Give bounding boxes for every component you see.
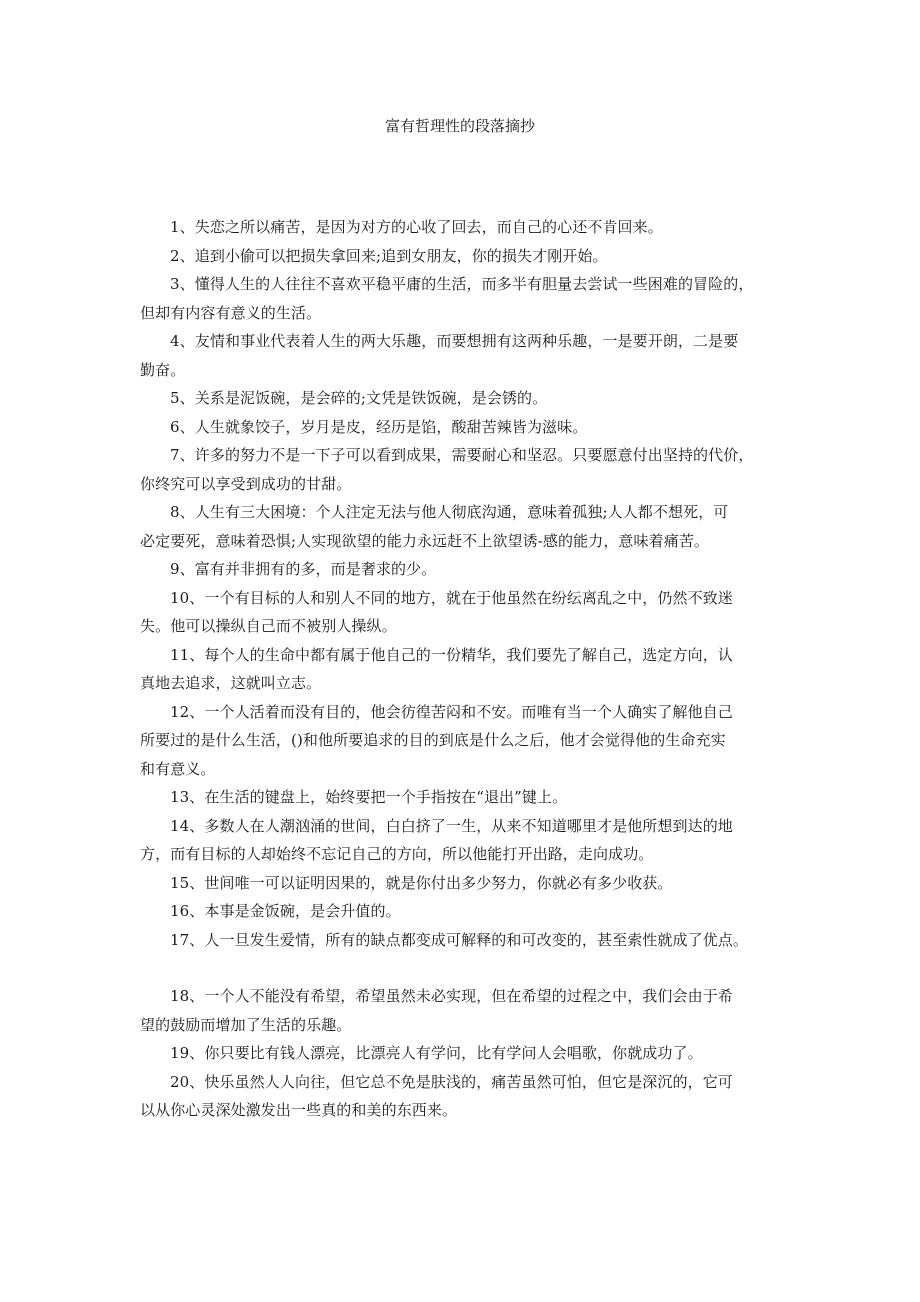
paragraph-7: 7、许多的努力不是一下子可以看到成果，需要耐心和坚忍。只要愿意付出坚持的代价， 你终究可以享受到成功的甘甜。 bbox=[140, 446, 754, 493]
paragraph-8: 8、人生有三大困境：个人注定无法与他人彻底沟通，意味着孤独;人人都不想死，可 必定要死，意味着恐惧;人实现欲望的能力永远赶不上欲望诱-感的能力，意味着痛苦。 bbox=[140, 503, 729, 550]
paragraph-5: 5、关系是泥饭碗，是会碎的;文凭是铁饭碗，是会锈的。 bbox=[170, 389, 548, 407]
paragraph-15: 15、世间唯一可以证明因果的，就是你付出多少努力，你就必有多少收获。 bbox=[170, 873, 673, 892]
paragraph-20: 20、快乐虽然人人向往，但它总不免是肤浅的，痛苦虽然可怕，但它是深沉的，它可 以从你心灵深处激发出一些真的和美的东西来。 bbox=[140, 1072, 733, 1119]
paragraph-14: 14、多数人在人潮汹涌的世间，白白挤了一生，从来不知道哪里才是他所想到达的地 方，而有目标的人却始终不忘记自己的方向，所以他能打开出路，走向成功。 bbox=[140, 816, 733, 863]
paragraph-12: 12、一个人活着而没有目的，他会彷徨苦闷和不安。而唯有当一个人确实了解他自己 所要过的是什么生活，()和他所要追求的目的到底是什么之后，他才会觉得他的生命充实 和有意义。 bbox=[140, 702, 733, 778]
paragraph-19: 19、你只要比有钱人漂亮，比漂亮人有学问，比有学问人会唱歌，你就成功了。 bbox=[170, 1044, 703, 1062]
paragraph-1: 1、失恋之所以痛苦，是因为对方的心收了回去，而自己的心还不肯回来。 bbox=[170, 218, 663, 236]
paragraph-13: 13、在生活的键盘上，始终要把一个手指按在“退出”键上。 bbox=[170, 788, 568, 806]
paragraph-4: 4、友情和事业代表着人生的两大乐趣，而要想拥有这两种乐趣，一是要开朗，二是要 勤奋。 bbox=[140, 332, 739, 379]
paragraph-11: 11、每个人的生命中都有属于他自己的一份精华，我们要先了解自己，选定方向，认 真地去追求，这就叫立志。 bbox=[140, 645, 733, 692]
paragraph-16: 16、本事是金饭碗，是会升值的。 bbox=[170, 902, 401, 920]
paragraph-17: 17、人一旦发生爱情，所有的缺点都变成可解释的和可改变的，甚至索性就成了优点。 bbox=[170, 930, 748, 949]
paragraph-9: 9、富有并非拥有的多，而是奢求的少。 bbox=[170, 560, 437, 578]
paragraph-6: 6、人生就象饺子，岁月是皮，经历是馅，酸甜苦辣皆为滋味。 bbox=[170, 417, 588, 436]
paragraph-2: 2、追到小偷可以把损失拿回来;追到女朋友，你的损失才刚开始。 bbox=[170, 246, 608, 265]
paragraph-3: 3、懂得人生的人往往不喜欢平稳平庸的生活，而多半有胆量去尝试一些困难的冒险的， 但却有内容有意义的生活。 bbox=[140, 275, 754, 322]
document-body bbox=[140, 213, 790, 1125]
paragraph-10: 10、一个有目标的人和别人不同的地方，就在于他虽然在纷纭离乱之中，仍然不致迷 失。他可以操纵自己而不被别人操纵。 bbox=[140, 588, 733, 635]
paragraph-18: 18、一个人不能没有希望，希望虽然未必实现，但在希望的过程之中，我们会由于希 望的鼓励而增加了生活的乐趣。 bbox=[140, 987, 733, 1034]
document-title: 富有哲理性的段落摘抄 bbox=[384, 117, 535, 135]
